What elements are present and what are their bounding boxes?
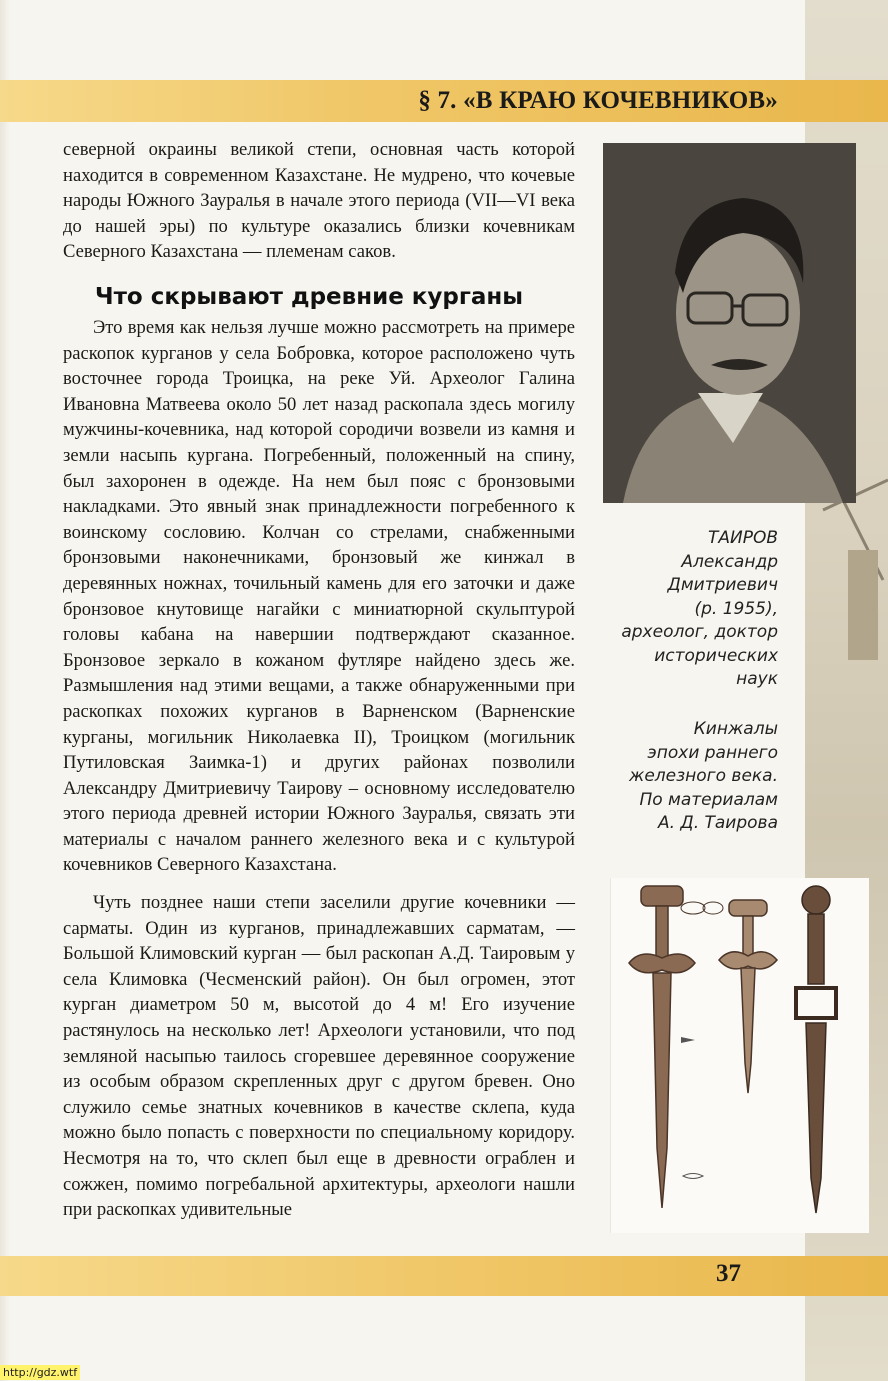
- page-number: 37: [716, 1260, 741, 1287]
- section-paragraph-2: Чуть позднее наши степи заселили другие кочевники — сарматы. Один из курганов, принадлежавших сарматам, — Большой Климовский курган — был раскопан А.Д. Таировым у села Климовка (Чесменский район). Он был огромен, этот курган диаметром 50 м, высотой до 4 м! Его изучение растянулось на несколько лет! Археологи установили, что под земляной насыпью таилось сгоревшее деревянное сооружение из особым образом скрепленных друг с другом бревен. Оно служило семье знатных кочевников в качестве склепа, куда можно было попасть с поверхности по специальному коридору. Несмотря на то, что склеп был еще в древности ограблен и сожжен, помимо погребальной архитектуры, археологи нашли при раскопках удивительные: [63, 892, 575, 1221]
- daggers-caption: [578, 718, 778, 836]
- caption-line: наук: [736, 669, 778, 689]
- caption-line: эпохи раннего: [647, 742, 778, 763]
- caption-line: исторических: [654, 645, 778, 666]
- section-heading: Что скрывают древние курганы: [95, 284, 524, 310]
- caption-line: ТАИРОВ: [707, 528, 778, 548]
- caption-line: А. Д. Таирова: [657, 813, 778, 833]
- page-edge: [0, 0, 10, 1381]
- caption-line: (р. 1955),: [694, 598, 778, 619]
- section-paragraph-1: Это время как нельзя лучше можно рассмотреть на примере раскопок курганов у села Бобровка, которое расположено чуть восточнее города Троицка, на реке Уй. Археолог Галина Ивановна Матвеева около 50 лет назад раскопала здесь могилу мужчины-кочевника, над которой сородичи возвели из камня и земли насыпь кургана. Погребенный, положенный на спину, был захоронен в одежде. На нем был пояс с бронзовыми накладками. Это явный знак принадлежности погребенного к воинскому сословию. Колчан со стрелами, снабженными бронзовыми наконечниками, бронзовый же кинжал в деревянных ножнах, точильный камень для его заточки и даже бронзовое кнутовище нагайки с миниатюрной скульптурой головы кабана на навершии подтверждают сказанное. Бронзовое зеркало в кожаном футляре найдено здесь же. Размышления над этими вещами, а также обнаруженными при раскопках похожих курганов в Варненском (Варненские курганы, могильник Николаевка II), Троицком (могильник Путиловская Заимка-1) и других районах позволили Александру Дмитриевичу Таирову – основному исследователю этого периода древней истории Южного Зауралья, связать эти материалы с началом раннего железного века и с культурой кочевников Северного Казахстана.: [63, 317, 575, 876]
- intro-paragraph: северной окраины великой степи, основная часть которой находится в современном Казахстане. Не мудрено, что кочевые народы Южного Зауралья в начале этого периода (VII—VI века до нашей эры) по культуре оказались близки кочевникам Северного Казахстана — племенам саков.: [63, 139, 575, 263]
- watermark-link[interactable]: http://gdz.wtf: [0, 1365, 80, 1380]
- footer-band: [0, 1256, 888, 1296]
- portrait-photo: [603, 143, 856, 503]
- portrait-illustration: [603, 143, 856, 503]
- dagger-illustration: [611, 878, 869, 1233]
- caption-line: Александр: [681, 551, 778, 572]
- caption-line: Кинжалы: [693, 719, 778, 739]
- chapter-title: § 7. «В КРАЮ КОЧЕВНИКОВ»: [418, 87, 778, 114]
- portrait-caption: [578, 527, 778, 692]
- caption-line: железного века.: [629, 766, 778, 786]
- daggers-illustration: [610, 878, 869, 1233]
- caption-line: Дмитриевич: [667, 575, 778, 595]
- caption-line: археолог, доктор: [621, 622, 778, 642]
- caption-line: По материалам: [639, 789, 778, 810]
- windmill-background: [813, 470, 888, 700]
